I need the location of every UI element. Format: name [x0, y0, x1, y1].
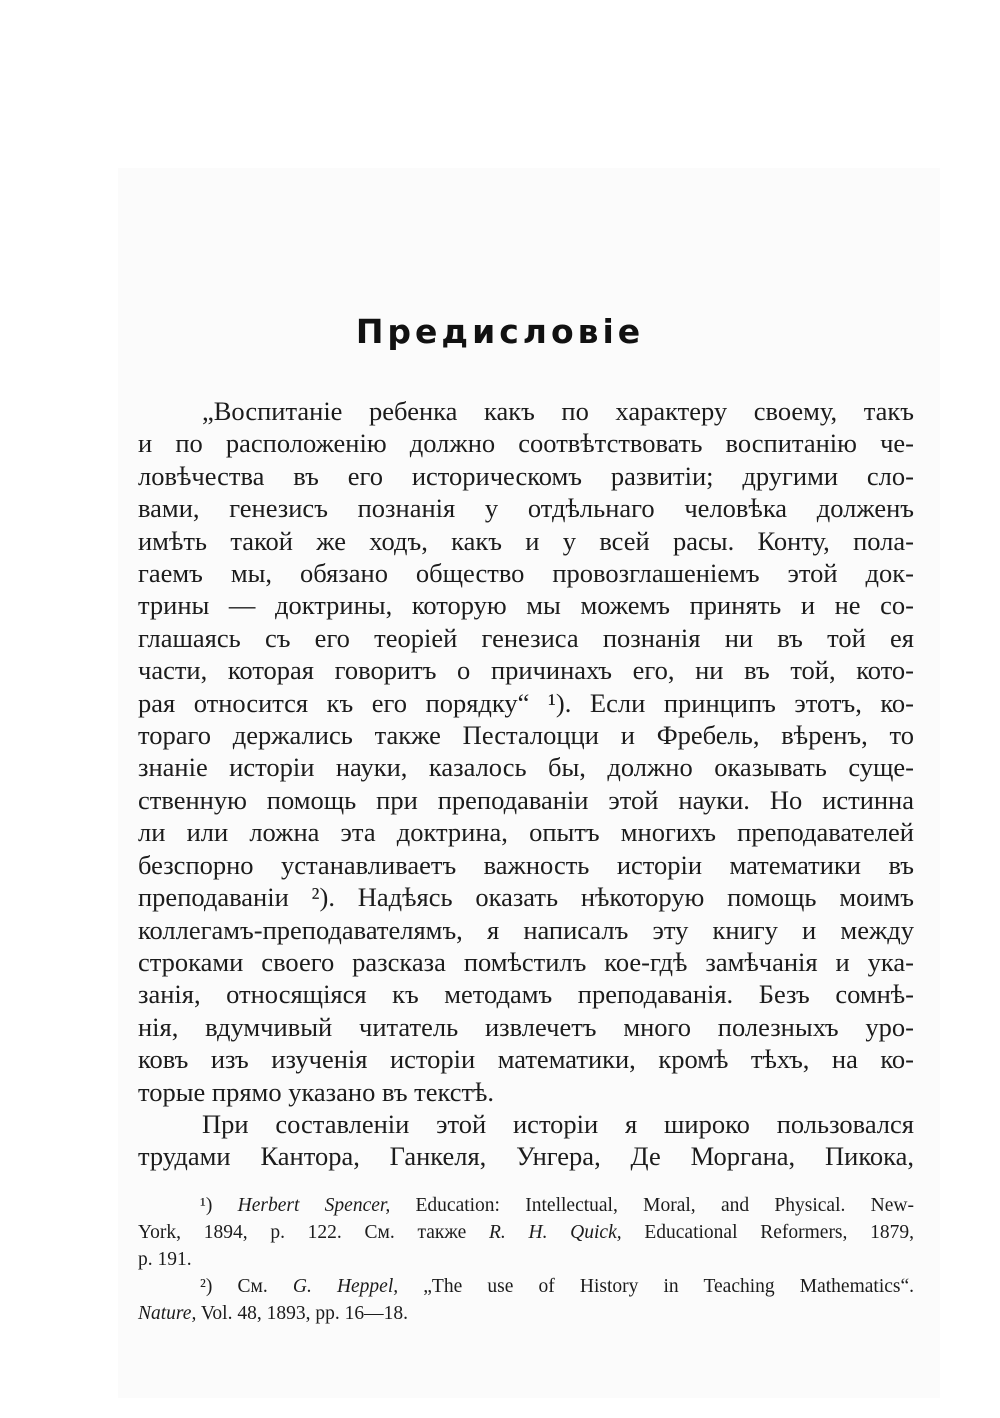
footnote-author: Herbert Spencer, [237, 1195, 391, 1216]
footnote-2 [138, 1273, 914, 1327]
footnote-journal: Nature, [138, 1303, 197, 1324]
paragraph-2 [138, 1108, 914, 1173]
footnote-text: p. 191. [138, 1249, 192, 1270]
text-line: вами, генезисъ познанія у отдѣльнаго человѣка долженъ [138, 493, 914, 524]
text-line: тораго держались также Песталоцци и Фребель, вѣренъ, то [138, 720, 914, 751]
footnote-text: Education: Intellectual, Moral, and Physical. New- [415, 1195, 914, 1216]
footnote-author: R. H. Quick, [488, 1222, 622, 1243]
text-line: коллегамъ-преподавателямъ, я написалъ эту книгу и между [138, 914, 914, 945]
text-line: занія, относящіяся къ методамъ преподаванія. Безъ сомнѣ- [138, 979, 914, 1010]
text-line: торые прямо указано въ текстѣ. [138, 1076, 495, 1107]
text-line: преподаваніи ²). Надѣясь оказать нѣкоторую помощь моимъ [138, 882, 914, 913]
text-line: ли или ложна эта доктрина, опытъ многихъ преподавателей [138, 817, 914, 848]
text-line: трины — доктрины, которую мы можемъ принять и не со- [138, 590, 914, 621]
text-line: нія, вдумчивый читатель извлечетъ много полезныхъ уро- [138, 1011, 914, 1042]
text-line: строками своего разсказа помѣстилъ кое-гдѣ замѣчанія и ука- [138, 946, 914, 977]
text-line: ковъ изъ изученія исторіи математики, кромѣ тѣхъ, на ко- [138, 1044, 914, 1075]
footnote-text: Educational Reformers, 1879, [644, 1222, 915, 1243]
footnote-1 [138, 1192, 914, 1273]
main-text [138, 395, 914, 1173]
text-line: ственную помощь при преподаваніи этой науки. Но истинна [138, 784, 914, 815]
text-line: трудами Кантора, Ганкеля, Унгера, Де Моргана, Пикока, [138, 1141, 914, 1172]
footnote-text: „The use of History in Teaching Mathematics“. [423, 1276, 915, 1297]
text-line: знаніе исторіи науки, казалось бы, должно оказывать суще- [138, 752, 914, 783]
footnote-marker: ²) [200, 1276, 213, 1297]
text-line: имѣть такой же ходъ, какъ и у всей расы. Конту, пола- [138, 525, 914, 556]
footnote-marker: ¹) [200, 1195, 213, 1216]
text-line: глашаясь съ его теоріей генезиса познанія ни въ той ея [138, 622, 914, 653]
text-line: „Воспитаніе ребенка какъ по характеру своему, такъ [202, 396, 914, 426]
text-line: При составленіи этой исторіи я широко пользовался [202, 1108, 914, 1139]
text-line: и по расположенію должно соотвѣтствовать воспитанію че- [138, 428, 914, 459]
text-line: гаемъ мы, обязано общество провозглашеніемъ этой док- [138, 558, 914, 589]
paragraph-1 [138, 395, 914, 1108]
footnote-author: G. Heppel, [292, 1276, 399, 1297]
footnote-text: York, 1894, p. 122. См. также [138, 1222, 467, 1243]
footnotes [138, 1192, 914, 1327]
footnote-text: Vol. 48, 1893, pp. 16—18. [200, 1303, 408, 1324]
text-line: ловѣчества въ его историческомъ развитіи; другими сло- [138, 460, 914, 491]
footnote-text: См. [237, 1276, 268, 1297]
text-line: части, которая говоритъ о причинахъ его, ни въ той, кото- [138, 655, 914, 686]
text-line: рая относится къ его порядку“ ¹). Если принципъ этотъ, ко- [138, 687, 914, 718]
text-line: безспорно устанавливаетъ важность исторіи математики въ [138, 849, 914, 880]
page-title: Предисловіе [355, 312, 645, 351]
